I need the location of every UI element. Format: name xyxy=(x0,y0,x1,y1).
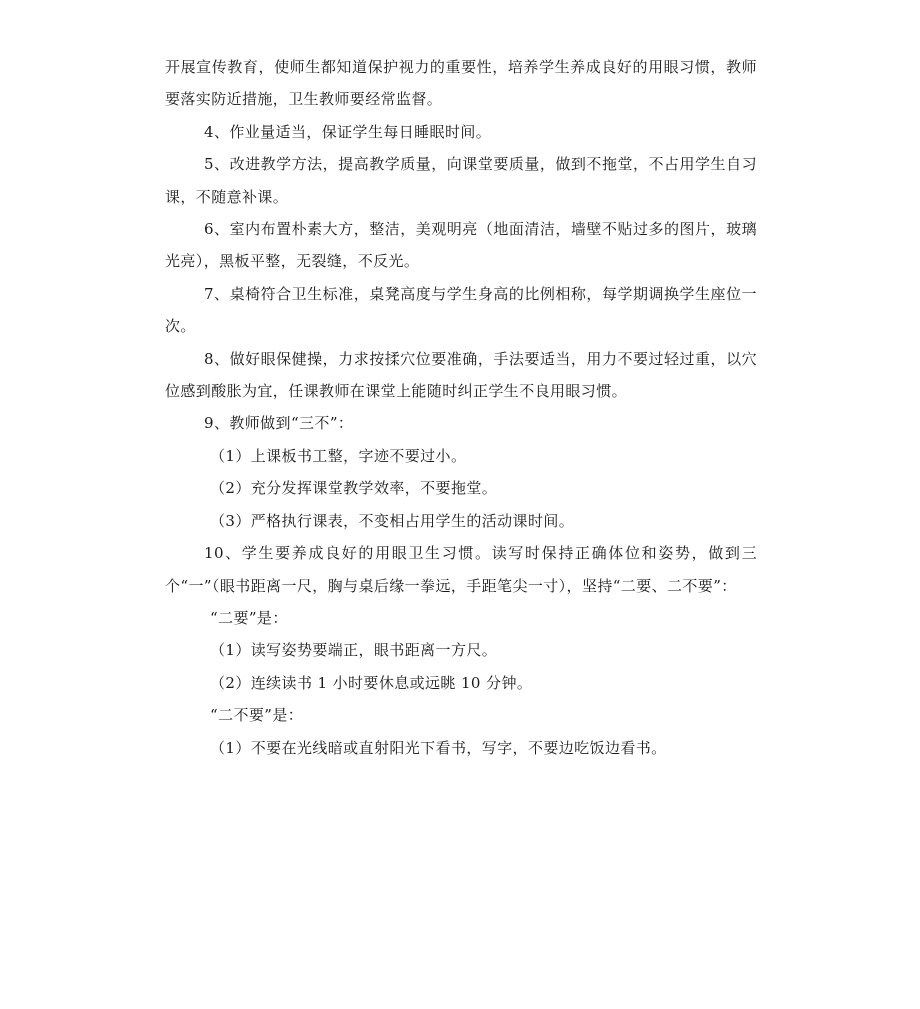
paragraph-item-8: 8、做好眼保健操，力求按揉穴位要准确，手法要适当，用力不要过轻过重，以穴位感到酸胀为宜，任课教师在课堂上能随时纠正学生不良用眼习惯。 xyxy=(165,349,757,401)
sub-item-musts-1: （1）读写姿势要端正，眼书距离一方尺。 xyxy=(210,641,498,660)
paragraph-item-5: 5、改进教学方法，提高教学质量，向课堂要质量，做到不拖堂，不占用学生自习课，不随意补课。 xyxy=(165,155,757,206)
document-body xyxy=(165,51,757,764)
paragraph-item-7: 7、桌椅符合卫生标准，桌凳高度与学生身高的比例相称，每学期调换学生座位一次。 xyxy=(165,284,757,336)
sub-item-9-3: （3）严格执行课表，不变相占用学生的活动课时间。 xyxy=(210,511,575,530)
paragraph-item-6: 6、室内布置朴素大方，整洁，美观明亮（地面清洁，墙壁不贴过多的图片，玻璃光亮），黑板平整，无裂缝，不反光。 xyxy=(165,220,757,271)
sub-item-9-2: （2）充分发挥课堂教学效率，不要拖堂。 xyxy=(210,479,498,498)
paragraph-item-4: 4、作业量适当，保证学生每日睡眠时间。 xyxy=(204,122,492,141)
paragraph-item-9: 9、教师做到“三不”： xyxy=(204,414,354,433)
sub-item-must-nots-1: （1）不要在光线暗或直射阳光下看书，写字，不要边吃饭边看书。 xyxy=(210,738,667,757)
paragraph-item-10: 10、学生要养成良好的用眼卫生习惯。读写时保持正确体位和姿势，做到三个“一”（眼书距离一尺，胸与桌后缘一拳远，手距笔尖一寸），坚持“二要、二不要”： xyxy=(165,544,757,595)
sub-item-musts-2: （2）连续读书 1 小时要休息或远眺 10 分钟。 xyxy=(210,673,533,692)
paragraph-intro-continued: 开展宣传教育，使师生都知道保护视力的重要性，培养学生养成良好的用眼习惯，教师要落实防近措施，卫生教师要经常监督。 xyxy=(165,58,757,109)
sub-heading-two-must-nots: “二不要”是： xyxy=(210,706,304,725)
sub-heading-two-musts: “二要”是： xyxy=(210,608,288,627)
sub-item-9-1: （1）上课板书工整，字迹不要过小。 xyxy=(210,446,467,465)
